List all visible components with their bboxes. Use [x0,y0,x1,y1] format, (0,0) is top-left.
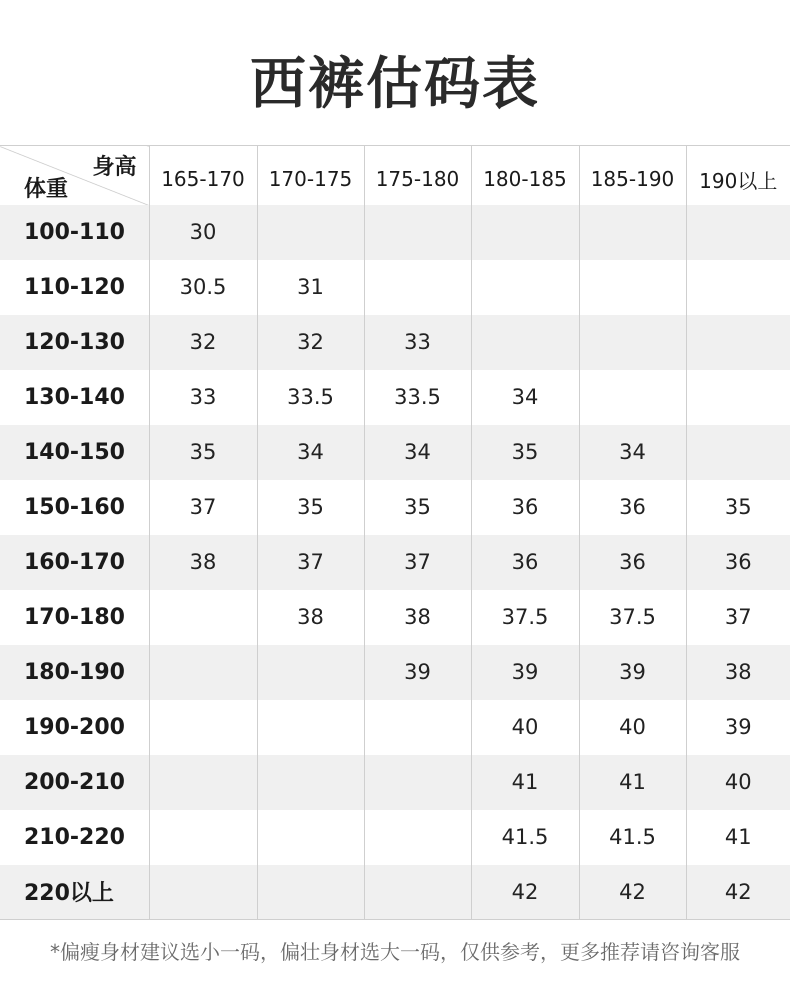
size-cell [364,205,471,260]
size-cell: 35 [471,425,579,480]
size-cell: 33.5 [364,370,471,425]
size-cell: 34 [257,425,364,480]
size-chart-table [0,145,790,920]
size-cell: 37 [257,535,364,590]
size-cell: 39 [471,645,579,700]
size-cell: 41 [471,755,579,810]
size-cell [579,205,686,260]
height-column-header: 175-180 [364,146,471,205]
size-cell: 30 [149,205,257,260]
size-cell: 42 [579,865,686,920]
weight-row-label: 160-170 [0,535,149,590]
table-row [0,810,790,865]
size-cell [257,645,364,700]
size-cell [686,315,790,370]
size-cell [579,315,686,370]
weight-row-label: 120-130 [0,315,149,370]
height-column-header: 165-170 [149,146,257,205]
footnote: *偏瘦身材建议选小一码，偏壮身材选大一码，仅供参考，更多推荐请咨询客服 [50,940,740,964]
size-cell [149,700,257,755]
table-row [0,590,790,645]
table-row [0,205,790,260]
size-cell: 41.5 [471,810,579,865]
size-cell [364,700,471,755]
table-row [0,755,790,810]
weight-row-label: 100-110 [0,205,149,260]
size-cell: 34 [364,425,471,480]
size-cell [257,755,364,810]
height-column-header: 190以上 [686,146,790,205]
size-cell: 41 [579,755,686,810]
size-cell: 40 [686,755,790,810]
size-cell: 30.5 [149,260,257,315]
size-cell [149,865,257,920]
height-column-header: 180-185 [471,146,579,205]
height-column-header: 170-175 [257,146,364,205]
size-cell [686,370,790,425]
size-cell [579,370,686,425]
size-cell: 32 [149,315,257,370]
size-cell: 42 [471,865,579,920]
weight-row-label: 130-140 [24,384,125,410]
size-cell [686,205,790,260]
size-cell [364,260,471,315]
size-cell: 36 [471,535,579,590]
table-row [0,425,790,480]
size-cell: 36 [579,535,686,590]
table-row [0,260,790,315]
header-row [0,146,790,205]
size-cell: 31 [257,260,364,315]
size-cell: 35 [149,425,257,480]
size-cell: 38 [686,645,790,700]
size-cell: 36 [686,535,790,590]
size-cell: 35 [686,480,790,535]
table-row [0,865,790,920]
weight-row-label: 200-210 [0,755,149,810]
size-cell [364,810,471,865]
size-cell: 39 [686,700,790,755]
size-cell [471,260,579,315]
table-row [0,700,790,755]
table-row [0,480,790,535]
size-cell: 36 [471,480,579,535]
table-row [0,535,790,590]
weight-row-label: 140-150 [0,425,149,480]
size-cell: 38 [364,590,471,645]
size-cell: 35 [364,480,471,535]
size-cell [364,755,471,810]
table-row [0,315,790,370]
size-cell: 39 [364,645,471,700]
size-cell [149,645,257,700]
size-cell [686,425,790,480]
size-cell: 41.5 [579,810,686,865]
size-cell [471,315,579,370]
weight-row-label: 180-190 [0,645,149,700]
size-cell [149,590,257,645]
weight-row-label: 190-200 [24,714,125,740]
size-cell: 37.5 [471,590,579,645]
size-cell: 33 [149,370,257,425]
size-cell: 33.5 [257,370,364,425]
size-cell: 37 [149,480,257,535]
size-cell [257,205,364,260]
weight-row-label: 210-220 [24,824,125,850]
size-cell [257,810,364,865]
size-cell [364,865,471,920]
table-row [0,645,790,700]
weight-row-label: 170-180 [24,604,125,630]
size-cell: 33 [364,315,471,370]
size-cell [471,205,579,260]
size-cell: 40 [579,700,686,755]
corner-weight-label: 体重 [24,176,69,202]
page-title: 西裤估码表 [250,52,540,117]
size-cell: 39 [579,645,686,700]
size-cell: 37 [686,590,790,645]
size-cell: 37.5 [579,590,686,645]
size-cell [257,865,364,920]
table-row [0,370,790,425]
size-cell: 34 [579,425,686,480]
corner-header-cell [0,146,149,205]
size-cell: 32 [257,315,364,370]
size-cell [149,810,257,865]
size-cell [579,260,686,315]
corner-height-label: 身高 [92,155,137,180]
size-cell: 38 [149,535,257,590]
size-cell: 35 [257,480,364,535]
size-cell: 40 [471,700,579,755]
size-cell: 36 [579,480,686,535]
size-cell: 42 [686,865,790,920]
size-cell: 38 [257,590,364,645]
weight-row-label: 110-120 [24,274,125,300]
size-cell [686,260,790,315]
size-cell: 37 [364,535,471,590]
size-cell [257,700,364,755]
size-cell: 34 [471,370,579,425]
weight-row-label: 220以上 [0,865,149,920]
weight-row-label: 150-160 [24,494,125,520]
size-cell: 41 [686,810,790,865]
height-column-header: 185-190 [579,146,686,205]
size-cell [149,755,257,810]
